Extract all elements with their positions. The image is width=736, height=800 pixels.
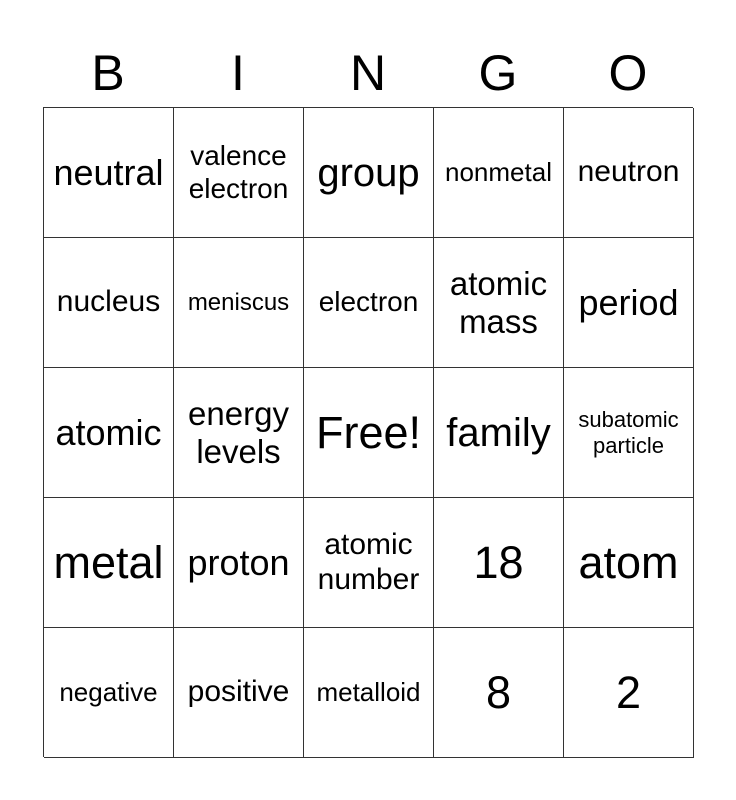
bingo-cell[interactable]: atomic — [44, 368, 174, 498]
bingo-cell[interactable]: nonmetal — [434, 108, 564, 238]
bingo-cell[interactable]: neutron — [564, 108, 694, 238]
bingo-cell[interactable]: 2 — [564, 628, 694, 758]
bingo-cell[interactable]: atomic number — [304, 498, 434, 628]
bingo-cell[interactable]: nucleus — [44, 238, 174, 368]
bingo-cell[interactable]: energy levels — [174, 368, 304, 498]
header-letter-o: O — [608, 45, 648, 101]
bingo-cell[interactable]: metalloid — [304, 628, 434, 758]
bingo-cell[interactable]: electron — [304, 238, 434, 368]
bingo-cell[interactable]: metal — [44, 498, 174, 628]
bingo-cell[interactable]: atom — [564, 498, 694, 628]
bingo-cell[interactable]: 8 — [434, 628, 564, 758]
bingo-cell[interactable]: neutral — [44, 108, 174, 238]
bingo-cell[interactable]: group — [304, 108, 434, 238]
header-letter-b: B — [91, 45, 125, 101]
bingo-cell[interactable]: meniscus — [174, 238, 304, 368]
bingo-cell[interactable]: valence electron — [174, 108, 304, 238]
bingo-cell[interactable]: 18 — [434, 498, 564, 628]
bingo-cell[interactable]: family — [434, 368, 564, 498]
bingo-cell[interactable]: proton — [174, 498, 304, 628]
bingo-cell[interactable]: negative — [44, 628, 174, 758]
bingo-cell[interactable]: subatomic particle — [564, 368, 694, 498]
header-letter-i: I — [231, 45, 245, 101]
bingo-card-grid — [43, 107, 693, 757]
bingo-cell[interactable]: positive — [174, 628, 304, 758]
header-letter-n: N — [349, 45, 387, 101]
bingo-cell[interactable]: atomic mass — [434, 238, 564, 368]
header-letter-g: G — [478, 45, 518, 101]
bingo-cell[interactable]: period — [564, 238, 694, 368]
free-space-cell[interactable]: Free! — [304, 368, 434, 498]
bingo-header — [43, 40, 693, 106]
